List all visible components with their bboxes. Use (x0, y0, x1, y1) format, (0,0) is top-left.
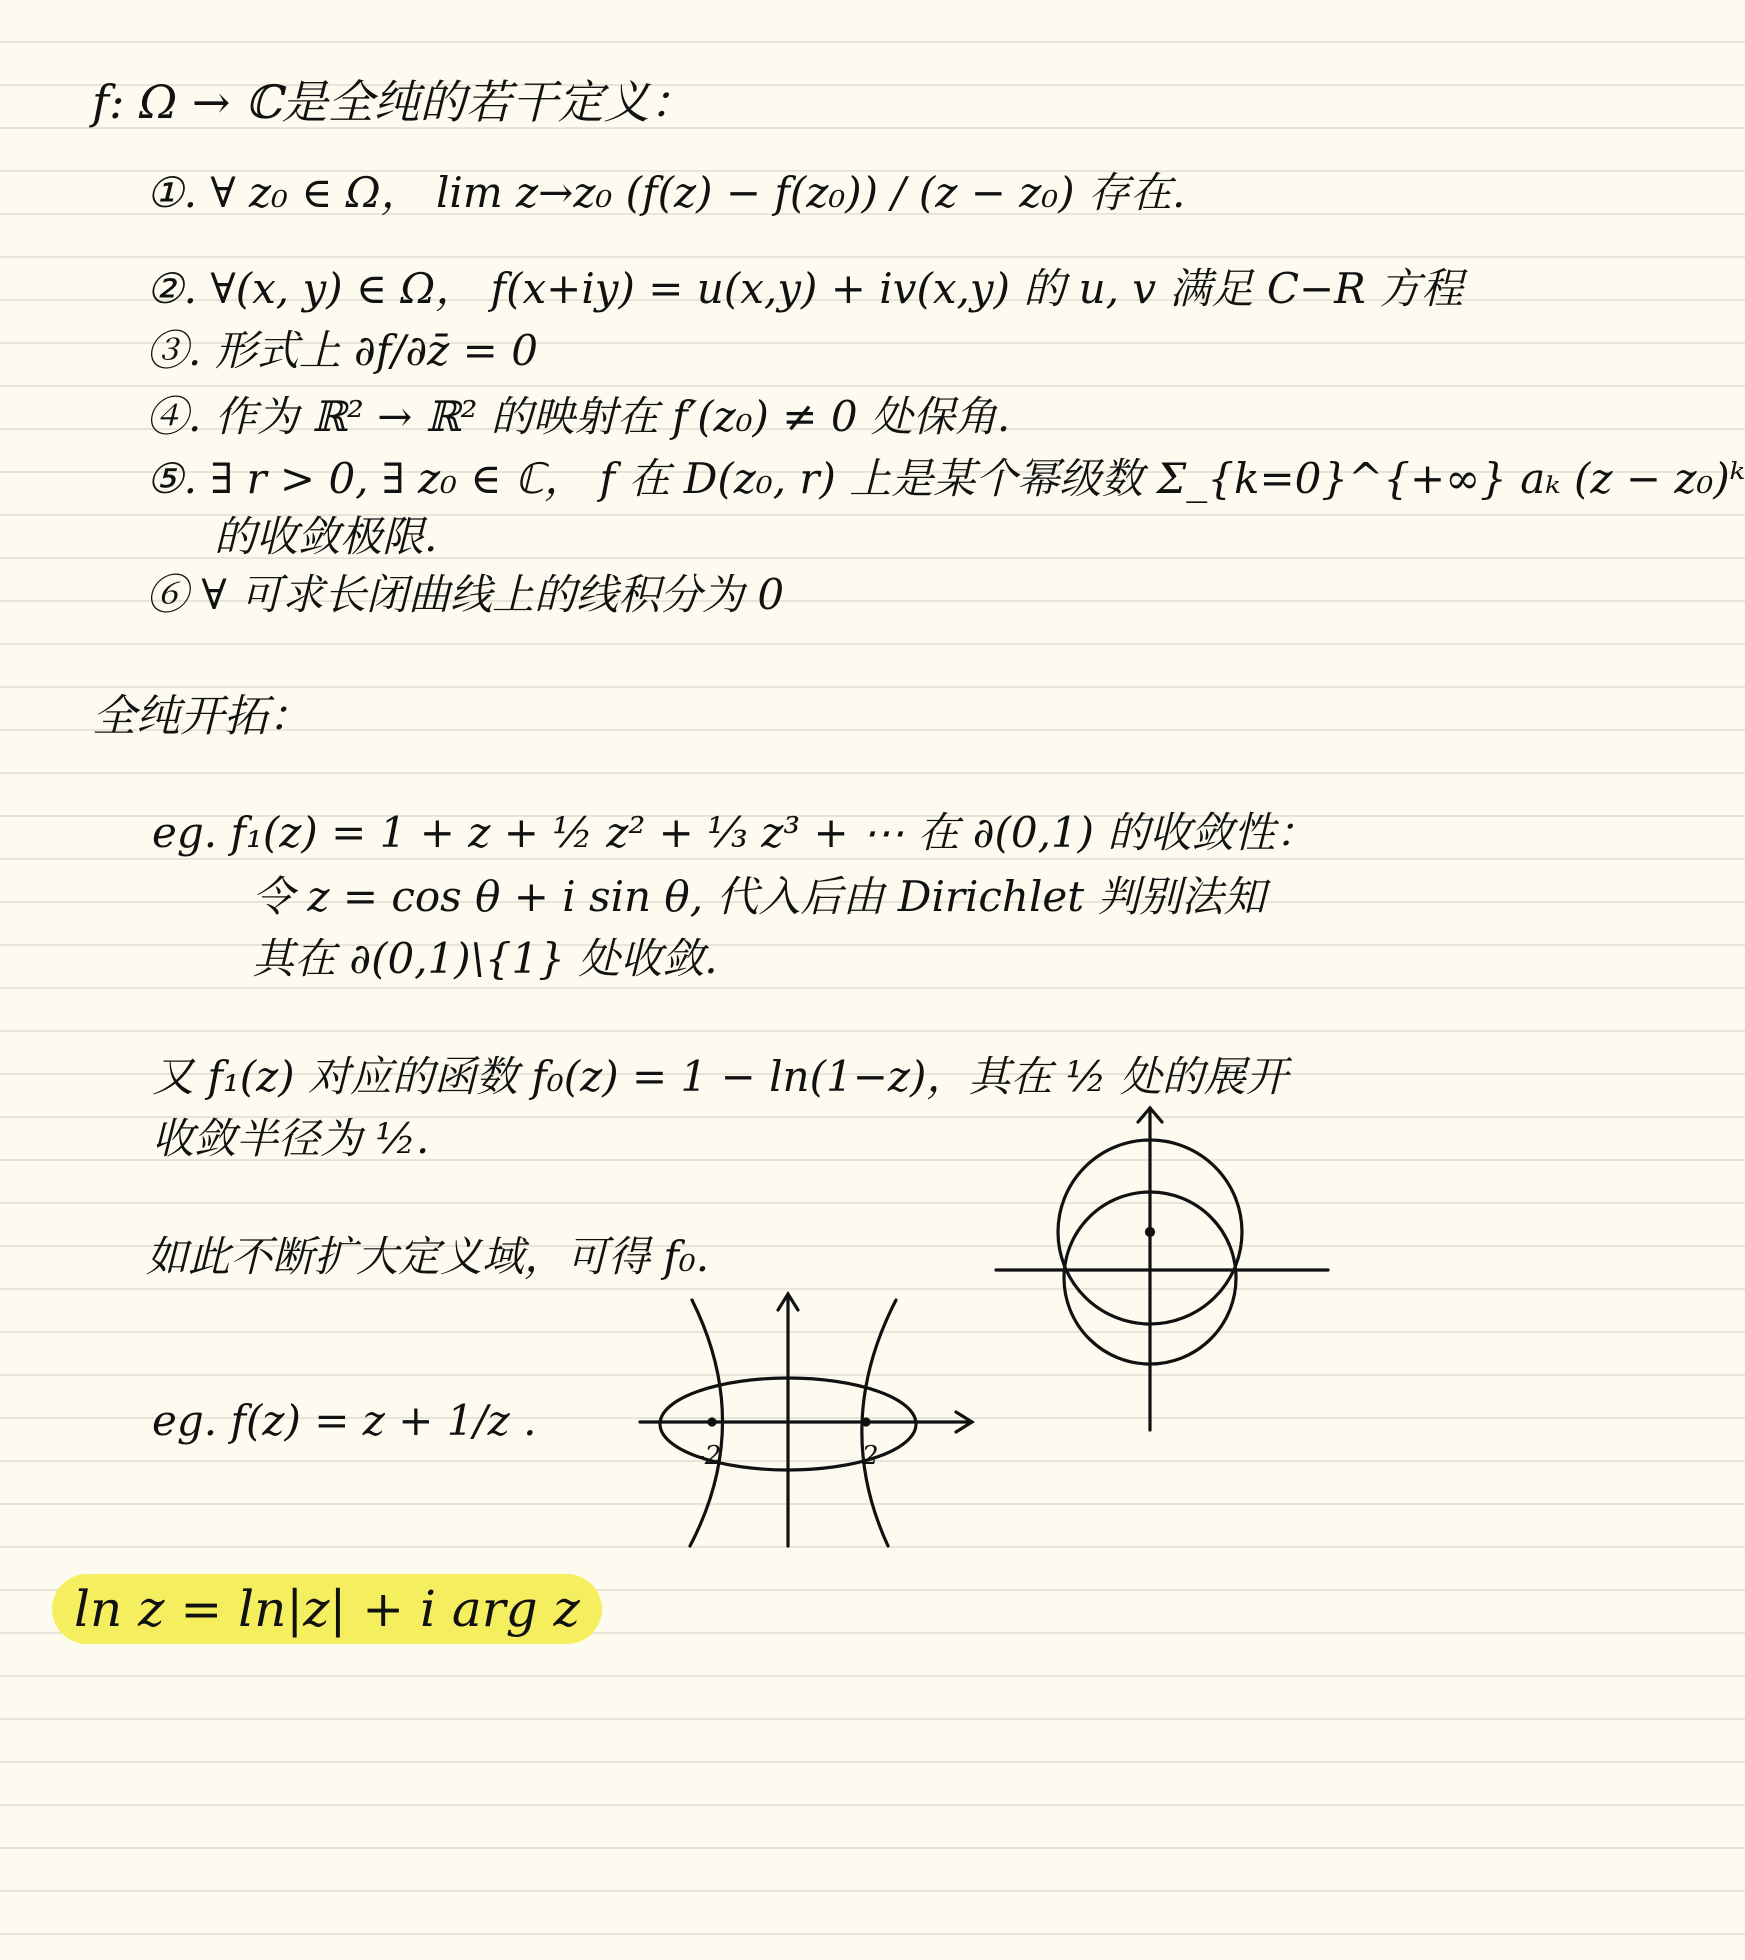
ellipse-hyperbola-diagram (634, 1288, 994, 1568)
example1-line3: 其在 ∂(0,1)\{1} 处收敛. (252, 934, 718, 983)
circle-center-dot (1147, 1229, 1154, 1236)
label-minus-2: -2 (696, 1441, 722, 1471)
definition-5-continued: 的收敛极限. (214, 512, 438, 561)
definition-1: ①. ∀ z₀ ∈ Ω， lim z→z₀ (f(z) − f(z₀)) / (z − z₀) 存在. (146, 168, 1186, 217)
definition-2: ②. ∀(x, y) ∈ Ω， f(x+iy) = u(x,y) + iv(x,y) 的 u, v 满足 C−R 方程 (146, 264, 1464, 313)
section-heading-continuation: 全纯开拓： (92, 691, 312, 742)
example1-line1: eg. f₁(z) = 1 + z + ½ z² + ⅓ z³ + ⋯ 在 ∂(0,1) 的收敛性： (152, 808, 1318, 857)
label-2: 2 (862, 1441, 879, 1471)
highlighted-formula: ln z = ln|z| + i arg z (52, 1574, 602, 1644)
focus-right-dot (863, 1419, 869, 1425)
example1-line2: 令 z = cos θ + i sin θ, 代入后由 Dirichlet 判别法知 (252, 872, 1266, 921)
definition-3: ③. 形式上 ∂f/∂z̄ = 0 (146, 326, 538, 375)
definition-4: ④. 作为 ℝ² → ℝ² 的映射在 f′(z₀) ≠ 0 处保角. (146, 392, 1011, 441)
explanation-line1: 又 f₁(z) 对应的函数 f₀(z) = 1 − ln(1−z)，其在 ½ 处的展开 (152, 1052, 1288, 1101)
definition-5: ⑤. ∃ r > 0, ∃ z₀ ∈ ℂ， f 在 D(z₀, r) 上是某个幂级数 Σ_{k=0}^{+∞} aₖ (z − z₀)ᵏ (146, 454, 1745, 503)
example2-line: eg. f(z) = z + 1/z . (152, 1396, 537, 1445)
conclusion-line: 如此不断扩大定义域，可得 f₀. (146, 1232, 710, 1281)
focus-left-dot (709, 1419, 715, 1425)
definition-6: ⑥ ∀ 可求长闭曲线上的线积分为 0 (146, 570, 785, 619)
page-title: f: Ω → ℂ是全纯的若干定义： (92, 75, 696, 129)
explanation-line2: 收敛半径为 ½. (152, 1114, 430, 1163)
circles-diagram (990, 1100, 1350, 1460)
